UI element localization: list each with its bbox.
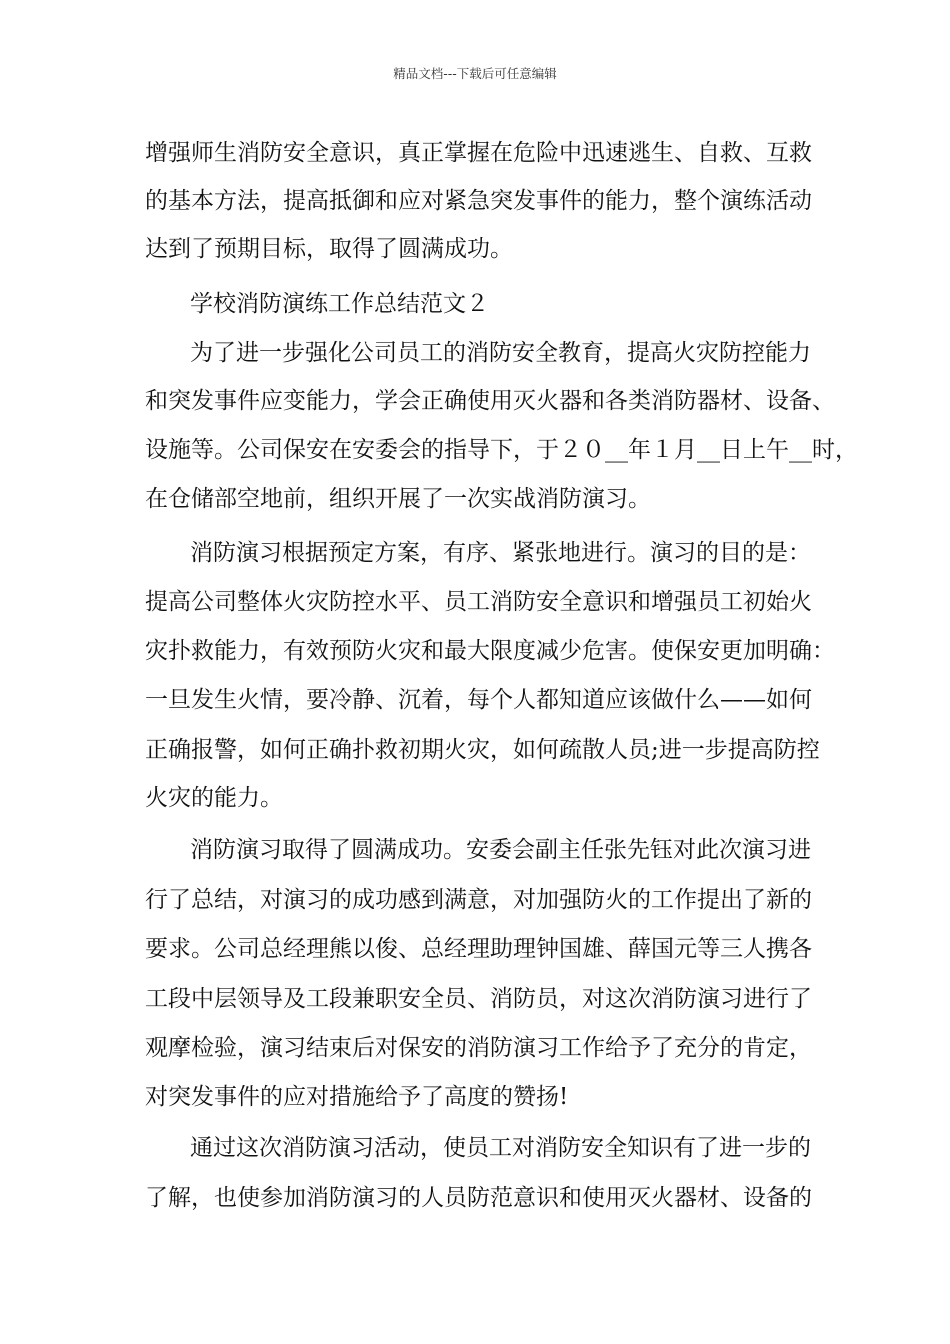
text-line: 正确报警，如何正确扑救初期火灾，如何疏散人员;进一步提高防控: [145, 737, 820, 763]
text-line: 行了总结，对演习的成功感到满意，对加强防火的工作提出了新的: [145, 887, 812, 913]
text-line: 要求。公司总经理熊以俊、总经理助理钟国雄、薛国元等三人携各: [145, 936, 812, 962]
text-line: 对突发事件的应对措施给予了高度的赞扬!: [145, 1084, 569, 1110]
text-line: 设施等。公司保安在安委会的指导下，于２０__年１月__日上午__时，: [145, 437, 858, 463]
text-line: 观摩检验，演习结束后对保安的消防演习工作给予了充分的肯定，: [145, 1035, 812, 1061]
text-line: 在仓储部空地前，组织开展了一次实战消防演习。: [145, 486, 651, 512]
page-header: 精品文档---下载后可任意编辑: [393, 66, 557, 81]
text-line: 达到了预期目标，取得了圆满成功。: [145, 236, 513, 262]
text-line: 一旦发生火情，要冷静、沉着，每个人都知道应该做什么——如何: [145, 687, 812, 713]
text-line: 为了进一步强化公司员工的消防安全教育，提高火灾防控能力: [190, 340, 811, 366]
text-line: 灾扑救能力，有效预防火灾和最大限度减少危害。使保安更加明确：: [145, 638, 835, 664]
text-line: 增强师生消防安全意识，真正掌握在危险中迅速逃生、自救、互救: [145, 140, 812, 166]
text-line: 的基本方法，提高抵御和应对紧急突发事件的能力，整个演练活动: [145, 188, 812, 214]
section-title: 学校消防演练工作总结范文２: [190, 291, 489, 317]
text-line: 工段中层领导及工段兼职安全员、消防员，对这次消防演习进行了: [145, 986, 812, 1012]
text-line: 火灾的能力。: [145, 785, 283, 811]
text-line: 消防演习根据预定方案，有序、紧张地进行。演习的目的是：: [190, 540, 811, 566]
text-line: 了解，也使参加消防演习的人员防范意识和使用灭火器材、设备的: [145, 1185, 812, 1211]
text-line: 通过这次消防演习活动，使员工对消防安全知识有了进一步的: [190, 1135, 811, 1161]
text-line: 提高公司整体火灾防控水平、员工消防安全意识和增强员工初始火: [145, 589, 812, 615]
text-line: 消防演习取得了圆满成功。安委会副主任张先钰对此次演习进: [190, 837, 811, 863]
text-line: 和突发事件应变能力，学会正确使用灭火器和各类消防器材、设备、: [145, 388, 835, 414]
